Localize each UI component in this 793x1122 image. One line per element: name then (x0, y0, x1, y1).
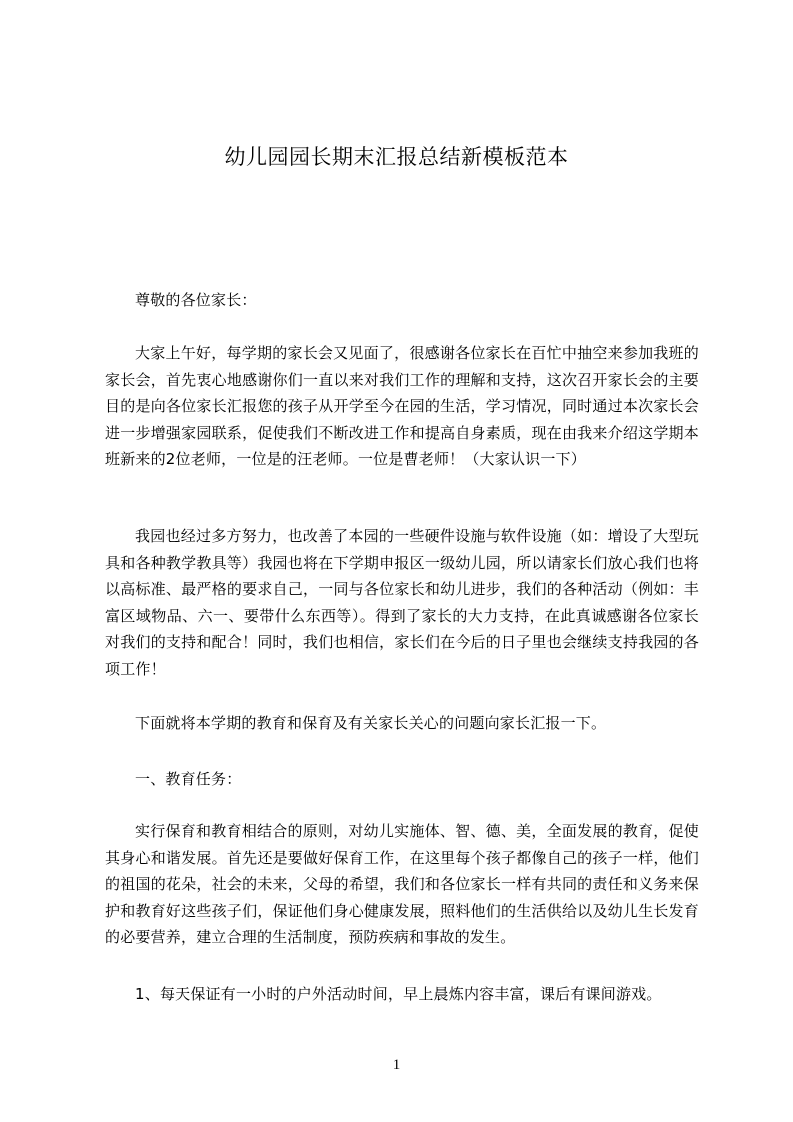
salutation: 尊敬的各位家长： (135, 291, 257, 309)
paragraph-intro-report: 下面就将本学期的教育和保育及有关家长关心的问题向家长汇报一下。 (135, 714, 607, 732)
paragraph-greeting: 大家上午好，每学期的家长会又见面了，很感谢各位家长在百忙中抽空来参加我班的家长会，首先衷心地感谢你们一直以来对我们工作的理解和支持，这次召开家长会的主要目的是向各位家长汇报您的孩子从开学至今在园的生活，学习情况，同时通过本次家长会进一步增强家园联系，促使我们不断改进工作和提高自身素质，现在由我来介绍这学期本班新来的2位老师，一位是的汪老师。一位是曹老师！（大家认识一下） (105, 344, 699, 468)
section-heading-education-tasks: 一、教育任务： (135, 770, 242, 788)
paragraph-education-principles: 实行保育和教育相结合的原则，对幼儿实施体、智、德、美，全面发展的教育，促使其身心和谐发展。首先还是要做好保育工作，在这里每个孩子都像自己的孩子一样，他们的祖国的花朵，社会的未来，父母的希望，我们和各位家长一样有共同的责任和义务来保护和教育好这些孩子们，保证他们身心健康发展，照料他们的生活供给以及幼儿生长发育的必要营养，建立合理的生活制度，预防疾病和事故的发生。 (105, 822, 699, 946)
list-item-outdoor-activity: 1、每天保证有一小时的户外活动时间，早上晨炼内容丰富，课后有课间游戏。 (135, 985, 662, 1003)
page-number: 1 (392, 1057, 401, 1073)
document-title: 幼儿园园长期末汇报总结新模板范本 (224, 145, 569, 169)
paragraph-facilities: 我园也经过多方努力，也改善了本园的一些硬件设施与软件设施（如：增设了大型玩具和各种教学教具等）我园也将在下学期申报区一级幼儿园，所以请家长们放心我们也将以高标准、最严格的要求自己，一同与各位家长和幼儿进步，我们的各种活动（例如：丰富区域物品、六一、要带什么东西等）。得到了家长的大力支持，在此真诚感谢各位家长对我们的支持和配合！同时，我们也相信，家长们在今后的日子里也会继续支持我园的各项工作！ (105, 527, 699, 678)
